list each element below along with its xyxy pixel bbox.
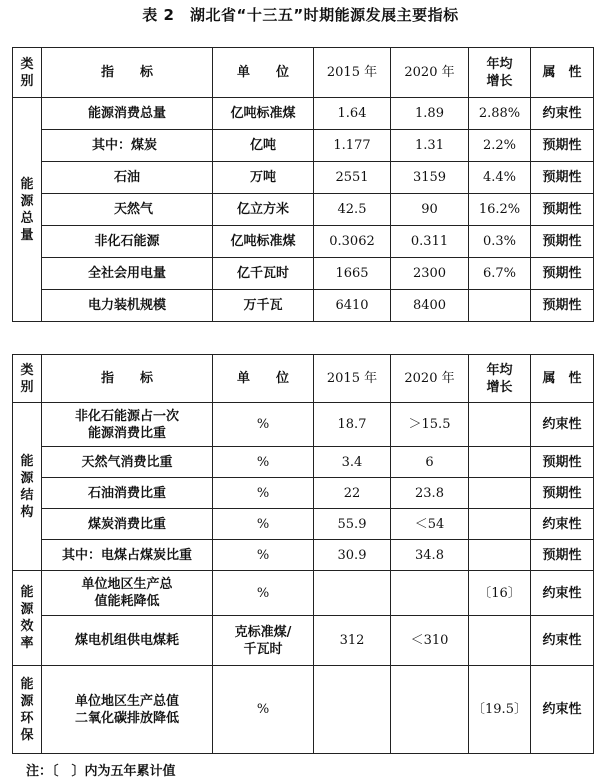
indicator-cell: 煤电机组供电煤耗	[42, 616, 213, 666]
indicator-cell: 天然气	[42, 194, 213, 226]
growth-cell: 2.2%	[469, 130, 531, 162]
growth-cell: 16.2%	[469, 194, 531, 226]
value-2020-cell: 6	[391, 447, 469, 478]
table-row	[13, 540, 594, 571]
growth-cell	[469, 478, 531, 509]
value-2015-cell: 1665	[314, 258, 391, 290]
table-row	[13, 226, 594, 258]
value-2020-cell: 8400	[391, 290, 469, 322]
table-row	[13, 290, 594, 322]
category-energy-efficiency: 能 源 效 率	[13, 571, 42, 666]
growth-cell: 〔16〕	[469, 571, 531, 616]
category-energy-total: 能 源 总 量	[13, 98, 42, 322]
indicator-cell: 非化石能源占一次 能源消费比重	[42, 403, 213, 447]
table-row	[13, 258, 594, 290]
growth-cell: 2.88%	[469, 98, 531, 130]
unit-cell: 亿千瓦时	[213, 258, 314, 290]
value-2015-cell: 312	[314, 616, 391, 666]
table-row	[13, 403, 594, 447]
header-unit: 单 位	[213, 48, 314, 98]
attribute-cell: 约束性	[531, 98, 594, 130]
growth-cell	[469, 509, 531, 540]
category-energy-environment: 能 源 环 保	[13, 666, 42, 754]
unit-cell: 万吨	[213, 162, 314, 194]
value-2015-cell: 22	[314, 478, 391, 509]
indicator-cell: 天然气消费比重	[42, 447, 213, 478]
attribute-cell: 预期性	[531, 290, 594, 322]
value-2020-cell: ＜54	[391, 509, 469, 540]
table-row	[13, 478, 594, 509]
attribute-cell: 约束性	[531, 509, 594, 540]
unit-cell: 亿吨标准煤	[213, 226, 314, 258]
indicator-cell: 石油消费比重	[42, 478, 213, 509]
value-2015-cell: 2551	[314, 162, 391, 194]
indicator-cell: 单位地区生产总 值能耗降低	[42, 571, 213, 616]
attribute-cell: 预期性	[531, 478, 594, 509]
value-2015-cell: 55.9	[314, 509, 391, 540]
attribute-cell: 预期性	[531, 540, 594, 571]
indicator-cell: 石油	[42, 162, 213, 194]
unit-cell: 万千瓦	[213, 290, 314, 322]
header-row	[13, 355, 594, 403]
unit-cell: 亿吨标准煤	[213, 98, 314, 130]
indicator-cell: 电力装机规模	[42, 290, 213, 322]
table-row	[13, 447, 594, 478]
attribute-cell: 预期性	[531, 130, 594, 162]
attribute-cell: 预期性	[531, 226, 594, 258]
energy-total-table	[12, 47, 594, 322]
value-2020-cell	[391, 666, 469, 754]
header-category: 类 别	[13, 48, 42, 98]
attribute-cell: 预期性	[531, 258, 594, 290]
value-2015-cell: 18.7	[314, 403, 391, 447]
unit-cell: %	[213, 540, 314, 571]
attribute-cell: 约束性	[531, 616, 594, 666]
table-row	[13, 162, 594, 194]
unit-cell: %	[213, 447, 314, 478]
header-attribute: 属 性	[531, 355, 594, 403]
value-2020-cell: 2300	[391, 258, 469, 290]
growth-cell	[469, 403, 531, 447]
value-2020-cell: 23.8	[391, 478, 469, 509]
table-row	[13, 194, 594, 226]
value-2015-cell	[314, 666, 391, 754]
growth-cell	[469, 540, 531, 571]
unit-cell: 亿立方米	[213, 194, 314, 226]
value-2020-cell: 90	[391, 194, 469, 226]
attribute-cell: 预期性	[531, 194, 594, 226]
table-title: 表 2 湖北省“十三五”时期能源发展主要指标	[142, 6, 459, 24]
unit-cell: %	[213, 478, 314, 509]
indicator-cell: 单位地区生产总值 二氧化碳排放降低	[42, 666, 213, 754]
header-indicator: 指 标	[42, 48, 213, 98]
value-2015-cell: 30.9	[314, 540, 391, 571]
attribute-cell: 预期性	[531, 447, 594, 478]
growth-cell	[469, 447, 531, 478]
header-2015: 2015 年	[314, 48, 391, 98]
indicator-cell: 全社会用电量	[42, 258, 213, 290]
indicator-cell: 能源消费总量	[42, 98, 213, 130]
attribute-cell: 约束性	[531, 666, 594, 754]
value-2020-cell: 34.8	[391, 540, 469, 571]
growth-cell	[469, 616, 531, 666]
value-2015-cell: 0.3062	[314, 226, 391, 258]
growth-cell: 〔19.5〕	[469, 666, 531, 754]
indicator-cell: 其中：电煤占煤炭比重	[42, 540, 213, 571]
header-growth: 年均 增长	[469, 48, 531, 98]
table-row	[13, 98, 594, 130]
growth-cell: 6.7%	[469, 258, 531, 290]
unit-cell: %	[213, 666, 314, 754]
attribute-cell: 约束性	[531, 571, 594, 616]
table-row	[13, 616, 594, 666]
unit-cell: 克标准煤/ 千瓦时	[213, 616, 314, 666]
header-2015: 2015 年	[314, 355, 391, 403]
indicator-cell: 非化石能源	[42, 226, 213, 258]
growth-cell: 4.4%	[469, 162, 531, 194]
header-category: 类 别	[13, 355, 42, 403]
value-2020-cell: ＞15.5	[391, 403, 469, 447]
value-2015-cell: 42.5	[314, 194, 391, 226]
indicator-cell: 煤炭消费比重	[42, 509, 213, 540]
table-row	[13, 571, 594, 616]
header-attribute: 属 性	[531, 48, 594, 98]
table-row	[13, 509, 594, 540]
header-2020: 2020 年	[391, 48, 469, 98]
unit-cell: %	[213, 403, 314, 447]
header-unit: 单 位	[213, 355, 314, 403]
unit-cell: 亿吨	[213, 130, 314, 162]
attribute-cell: 约束性	[531, 403, 594, 447]
attribute-cell: 预期性	[531, 162, 594, 194]
value-2020-cell: 0.311	[391, 226, 469, 258]
value-2015-cell: 1.64	[314, 98, 391, 130]
value-2020-cell: ＜310	[391, 616, 469, 666]
value-2015-cell: 6410	[314, 290, 391, 322]
value-2020-cell: 1.31	[391, 130, 469, 162]
table-row	[13, 666, 594, 754]
value-2020-cell	[391, 571, 469, 616]
value-2015-cell	[314, 571, 391, 616]
category-energy-structure: 能 源 结 构	[13, 403, 42, 571]
header-2020: 2020 年	[391, 355, 469, 403]
value-2020-cell: 1.89	[391, 98, 469, 130]
unit-cell: %	[213, 509, 314, 540]
growth-cell: 0.3%	[469, 226, 531, 258]
indicator-cell: 其中：煤炭	[42, 130, 213, 162]
value-2020-cell: 3159	[391, 162, 469, 194]
unit-cell: %	[213, 571, 314, 616]
header-row	[13, 48, 594, 98]
value-2015-cell: 1.177	[314, 130, 391, 162]
growth-cell	[469, 290, 531, 322]
header-growth: 年均 增长	[469, 355, 531, 403]
header-indicator: 指 标	[42, 355, 213, 403]
value-2015-cell: 3.4	[314, 447, 391, 478]
table-note: 注：〔 〕内为五年累计值	[26, 764, 176, 779]
table-row	[13, 130, 594, 162]
energy-structure-table	[12, 354, 594, 754]
